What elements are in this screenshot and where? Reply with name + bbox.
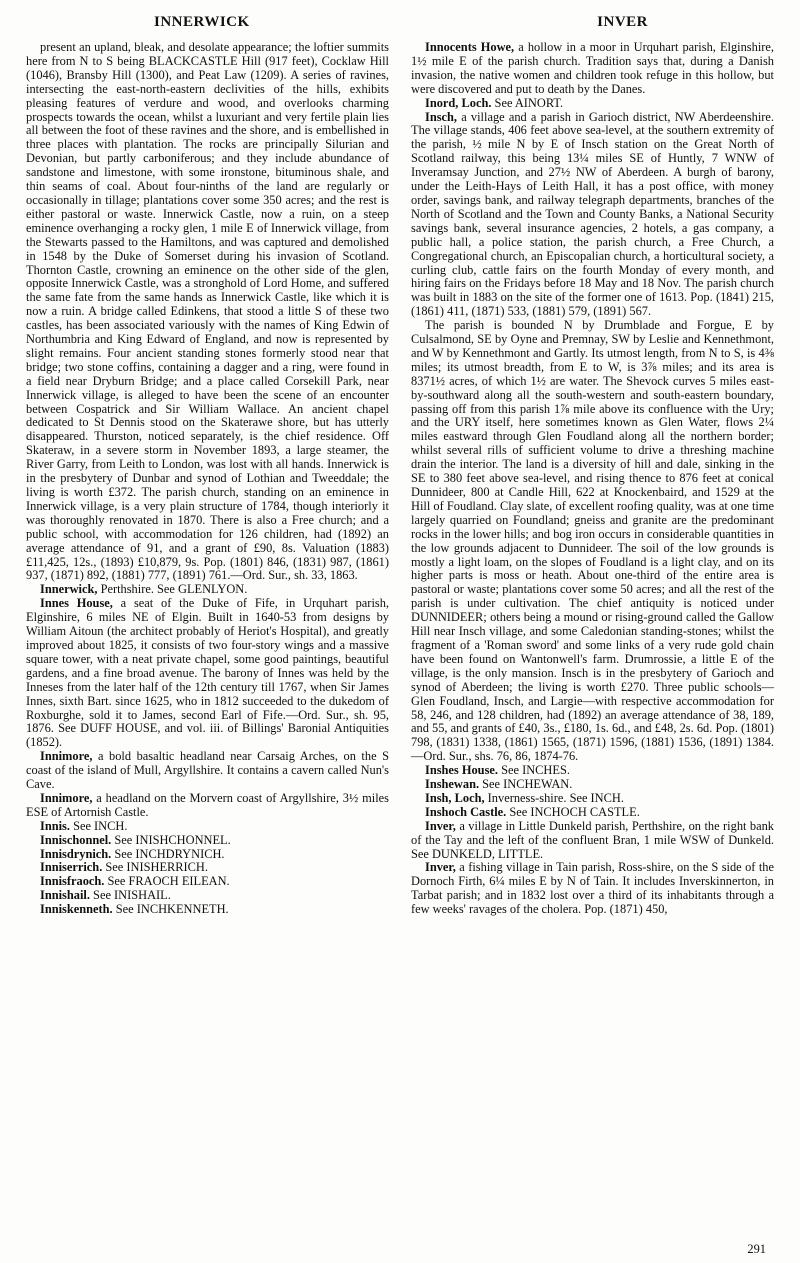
entry-headword: Innis.	[40, 818, 70, 833]
entry-innisdrynich	[26, 848, 389, 862]
entry-headword: Innerwick,	[40, 582, 98, 597]
entry-innocents-howe	[411, 41, 774, 97]
entry-headword: Innisfraoch.	[40, 874, 105, 889]
entry-innisfraoch	[26, 875, 389, 889]
entry-headword: Inshoch Castle.	[425, 804, 507, 819]
entry-headword: Inshes House.	[425, 763, 498, 778]
entry-innes-house	[26, 597, 389, 750]
entry-headword: Inshewan.	[425, 777, 480, 792]
entry-innischonnel	[26, 834, 389, 848]
entry-headword: Innimore,	[40, 749, 93, 764]
entry-text: a bold basaltic headland near Carsaig Arches, on the S coast of the island of Mull, Argyllshire. It contains a cavern called Nun's Cave.	[26, 749, 389, 792]
entry-text: a village and a parish in Garioch district, NW Aberdeenshire. The village stands, 406 feet above sea-level, at the southern extremity of the parish, ½ mile N by E of Insch station on the Great North of Scotland railway, this being 13¼ miles SE of Huntly, 7 WNW of Inveramsay Junction, and 27½ NW of Aberdeen. A burgh of barony, under the Leith-Hays of Leith Hall, it has a post office, with money order, savings bank, and railway telegraph departments, branches of the North of Scotland and the Town and County Banks, a National Security savings bank, several insurance agencies, 2 hotels, a gas company, a public hall, a police station, the parish church, a Free Church, a Congregational church, an Episcopalian church, a horticultural society, a curling club, cattle fairs on the fourth Monday of every month, and hiring fairs on the Fridays before 18 May and 18 Nov. The parish church was built in 1883 on the site of the former one of 1613. Pop. (1841) 215, (1861) 411, (1871) 533, (1881) 579, (1891) 567.	[411, 109, 774, 319]
entry-innimore-morvern	[26, 792, 389, 820]
entry-headword: Inver,	[425, 860, 456, 875]
entry-text: See INISHAIL.	[89, 888, 171, 903]
entry-inniskenneth	[26, 903, 389, 917]
entry-text: See FRAOCH EILEAN.	[104, 874, 230, 889]
entry-inord-loch	[411, 97, 774, 111]
entry-text: a hollow in a moor in Urquhart parish, Elginshire, 1½ mile E of the parish church. Tradition says that, during a Danish invasion, the native women and children took refuge in this hollow, but were discovered and put to death by the Danes.	[411, 40, 774, 96]
entry-text: See INISHCHONNEL.	[111, 832, 231, 847]
entry-insh-loch	[411, 792, 774, 806]
running-head-right: INVER	[597, 14, 648, 30]
entry-innis	[26, 820, 389, 834]
entry-headword: Inniskenneth.	[40, 902, 113, 917]
entry-text: See INCH.	[69, 818, 128, 833]
entry-headword: Innishail.	[40, 888, 90, 903]
running-head	[26, 14, 774, 31]
entry-headword: Inord, Loch.	[425, 95, 492, 110]
paragraph: present an upland, bleak, and desolate appearance; the loftier summits here from N to S being BLACKCASTLE Hill (917 feet), Cocklaw Hill (1046), Bransby Hill (1300), and Peat Law (1209). A series of ravines, intersecting the east-north-eastern declivities of the hills, exhibits pleasing features of verdure and wood, and overlooks charming prospects towards the ocean, whilst a luxuriant and very fertile plain lies all between the foot of these ravines and the shore, and is embellished in three places with plantation. The rocks are principally Silurian and Devonian, but partly carboniferous; and they include abundance of sandstone and limestone, with some ironstone, bituminous shale, and thin seams of coal. About four-ninths of the land are regularly or occasionally in tillage; plantations cover some 350 acres; and the rest is either pastoral or waste. Innerwick Castle, now a ruin, on a steep eminence overhanging a rocky glen, 1 mile E of Innerwick village, from the Stewarts passed to the Hamiltons, and was captured and demolished in 1548 by the Duke of Somerset during his invasion of Scotland. Thornton Castle, crowning an eminence on the other side of the glen, opposite Innerwick Castle, was a stronghold of Lord Home, and suffered the same fate from the same hands as Innerwick Castle, like which it is now a ruin. A bridge called Edinkens, that stood a little S of these two castles, has been associated variously with the names of King Edwin of Northumbria and King Edward of England, and now is represented by slight remains. Four ancient standing stones formerly stood near that bridge; two stone coffins, containing a dagger and a ring, were found in a field near Dryburn Bridge; and a place called Corsekill Park, near Innerwick village, is alleged to have been the scene of an encounter between Cospatrick and Sir William Wallace. An ancient chapel dedicated to St Dennis stood on the Skaterawe shore, but has utterly disappeared. Thurston, noticed separately, is the chief residence. Off Skateraw, in a severe storm in November 1893, a large steamer, the River Garry, from Leith to London, was lost with all hands. Innerwick is in the presbytery of Dunbar and synod of Lothian and Tweeddale; the living is worth £372. The parish church, standing on an eminence in Innerwick village, is a very plain structure of 1784, though interiorly it was thoroughly renovated in 1870. There is also a Free church; and a public school, with accommodation for 126 children, had (1892) an average attendance of 91, and a grant of £90, 8s. Valuation (1883) £11,425, 12s., (1893) £10,879, 9s. Pop. (1801) 846, (1831) 987, (1861) 937, (1871) 892, (1881) 777, (1891) 761.—Ord. Sur., sh. 33, 1863.	[26, 40, 389, 583]
entry-headword: Innes House,	[40, 596, 113, 611]
entry-text: Perthshire. See GLENLYON.	[97, 582, 248, 597]
entry-text: See INCHES.	[498, 763, 570, 778]
entry-innerwick-perthshire	[26, 583, 389, 597]
entry-headword: Innisdrynich.	[40, 846, 112, 861]
running-head-left: INNERWICK	[154, 14, 250, 30]
entry-headword: Insch,	[425, 109, 458, 124]
left-column	[26, 41, 389, 1211]
entry-inniserrich	[26, 861, 389, 875]
entry-text: a village in Little Dunkeld parish, Perthshire, on the right bank of the Tay and the left of the confluent Bran, 1 mile WSW of Dunkeld. See DUNKELD, LITTLE.	[411, 818, 774, 861]
entry-text: See INCHOCH CASTLE.	[506, 804, 640, 819]
entry-innishail	[26, 889, 389, 903]
columns-container	[26, 41, 774, 1211]
entry-text: See INISHERRICH.	[102, 860, 208, 875]
entry-text: See INCHDRYNICH.	[111, 846, 225, 861]
entry-text: a fishing village in Tain parish, Ross-shire, on the S side of the Dornoch Firth, 6¼ miles E by N of Tain. It includes Inverskinnerton, in Tarbat parish; and in 1832 lost over a third of its inhabitants through a few weeks' ravages of the cholera. Pop. (1871) 450,	[411, 860, 774, 917]
entry-inshewan	[411, 778, 774, 792]
entry-headword: Insh, Loch,	[425, 790, 485, 805]
entry-text: Inverness-shire. See INCH.	[484, 790, 624, 805]
entry-insch	[411, 111, 774, 320]
entry-headword: Inver,	[425, 818, 456, 833]
entry-inshes-house	[411, 764, 774, 778]
paragraph: The parish is bounded N by Drumblade and Forgue, E by Culsalmond, SE by Oyne and Premnay, SW by Leslie and Kennethmont, and W by Kennethmont and Gartly. Its utmost length, from N to S, is 4⅜ miles; its utmost breadth, from E to W, is 3⅞ miles; and its area is 8371½ acres, of which 1½ are water. The Shevock curves 5 miles east-by-southward along all the south-western and south-eastern boundary, passing off from this parish 1⅞ mile above its confluence with the Ury; and the URY itself, here sometimes known as Glen Water, flows 2¼ miles eastward through Glen Foudland along all the northern border; whilst several rills of sufficient volume to drive a threshing machine drain the interior. The land is a diversity of hill and dale, sinking in the SE to 380 feet above sea-level, and rising thence to 876 feet at conical Dunnideer, 800 at Candle Hill, 622 at Knockenbaird, and 1529 at the Hill of Foudland. Clay slate, of excellent roofing quality, was at one time largely quarried on Foundland; gneiss and granite are the predominant rocks in the lower hills; and bog iron occurs in considerable quantities in the low grounds adjacent to Dunnideer. The soil of the low grounds is mostly a light loam, on the slopes of Foudland is a light clay, and on its higher parts is moss or heath. About one-third of the entire area is pastoral or waste; plantations cover some 50 acres; and all the rest of the parish is under cultivation. The chief antiquity is noticed under DUNNIDEER; others being a mound or rising-ground called the Gallow Hill near Insch village, and some Caledonian standing-stones; whilst the fragment of a 'Roman sword' and some links of a very rude gold chain have been found on Wantonwell's farm. Drumrossie, a little E of the village, is the only mansion. Insch is in the presbytery of Garioch and synod of Aberdeen; the living is worth £270. Three public schools—Glen Foudland, Insch, and Largie—with respective accommodation for 58, 246, and 128 children, had (1892) an average attendance of 38, 189, and 55, and grants of £40, 3s., £180, 1s. 6d., and £48, 2s. 6d. Pop. (1801) 798, (1831) 1338, (1861) 1565, (1871) 1596, (1881) 1536, (1891) 1384.—Ord. Sur., shs. 76, 86, 1874-76.	[411, 318, 774, 764]
entry-headword: Inniserrich.	[40, 860, 103, 875]
entry-inshoch-castle	[411, 806, 774, 820]
entry-inver-perthshire	[411, 820, 774, 862]
entry-text: a seat of the Duke of Fife, in Urquhart parish, Elginshire, 6 miles NE of Elgin. Built in 1640-53 from designs by William Aitoun (the architect probably of Heriot's Hospital), and greatly improved about 1825, it consists of two four-story wings and a massive square tower, with a neat private chapel, some good paintings, beautiful gardens, and a fine broad avenue. The barony of Innes was held by the Inneses from the later half of the 12th century till 1767, when Sir James Innes, sixth Bart. since 1625, who in 1812 succeeded to the dukedom of Roxburghe, sold it to James, second Earl of Fife.—Ord. Sur., sh. 95, 1876. See DUFF HOUSE, and vol. iii. of Billings' Baronial Antiquities (1852).	[26, 596, 389, 750]
entry-inver-ross-shire	[411, 861, 774, 917]
entry-text: a headland on the Morvern coast of Argyllshire, 3½ miles ESE of Artornish Castle.	[26, 790, 389, 819]
entry-headword: Innischonnel.	[40, 832, 112, 847]
entry-text: See INCHKENNETH.	[112, 902, 229, 917]
entry-headword: Innocents Howe,	[425, 40, 515, 54]
entry-text: See AINORT.	[491, 95, 564, 110]
right-column	[411, 41, 774, 1211]
page-number: 291	[747, 1242, 766, 1256]
entry-text: See INCHEWAN.	[479, 777, 573, 792]
entry-headword: Innimore,	[40, 790, 93, 805]
entry-innimore-mull	[26, 750, 389, 792]
